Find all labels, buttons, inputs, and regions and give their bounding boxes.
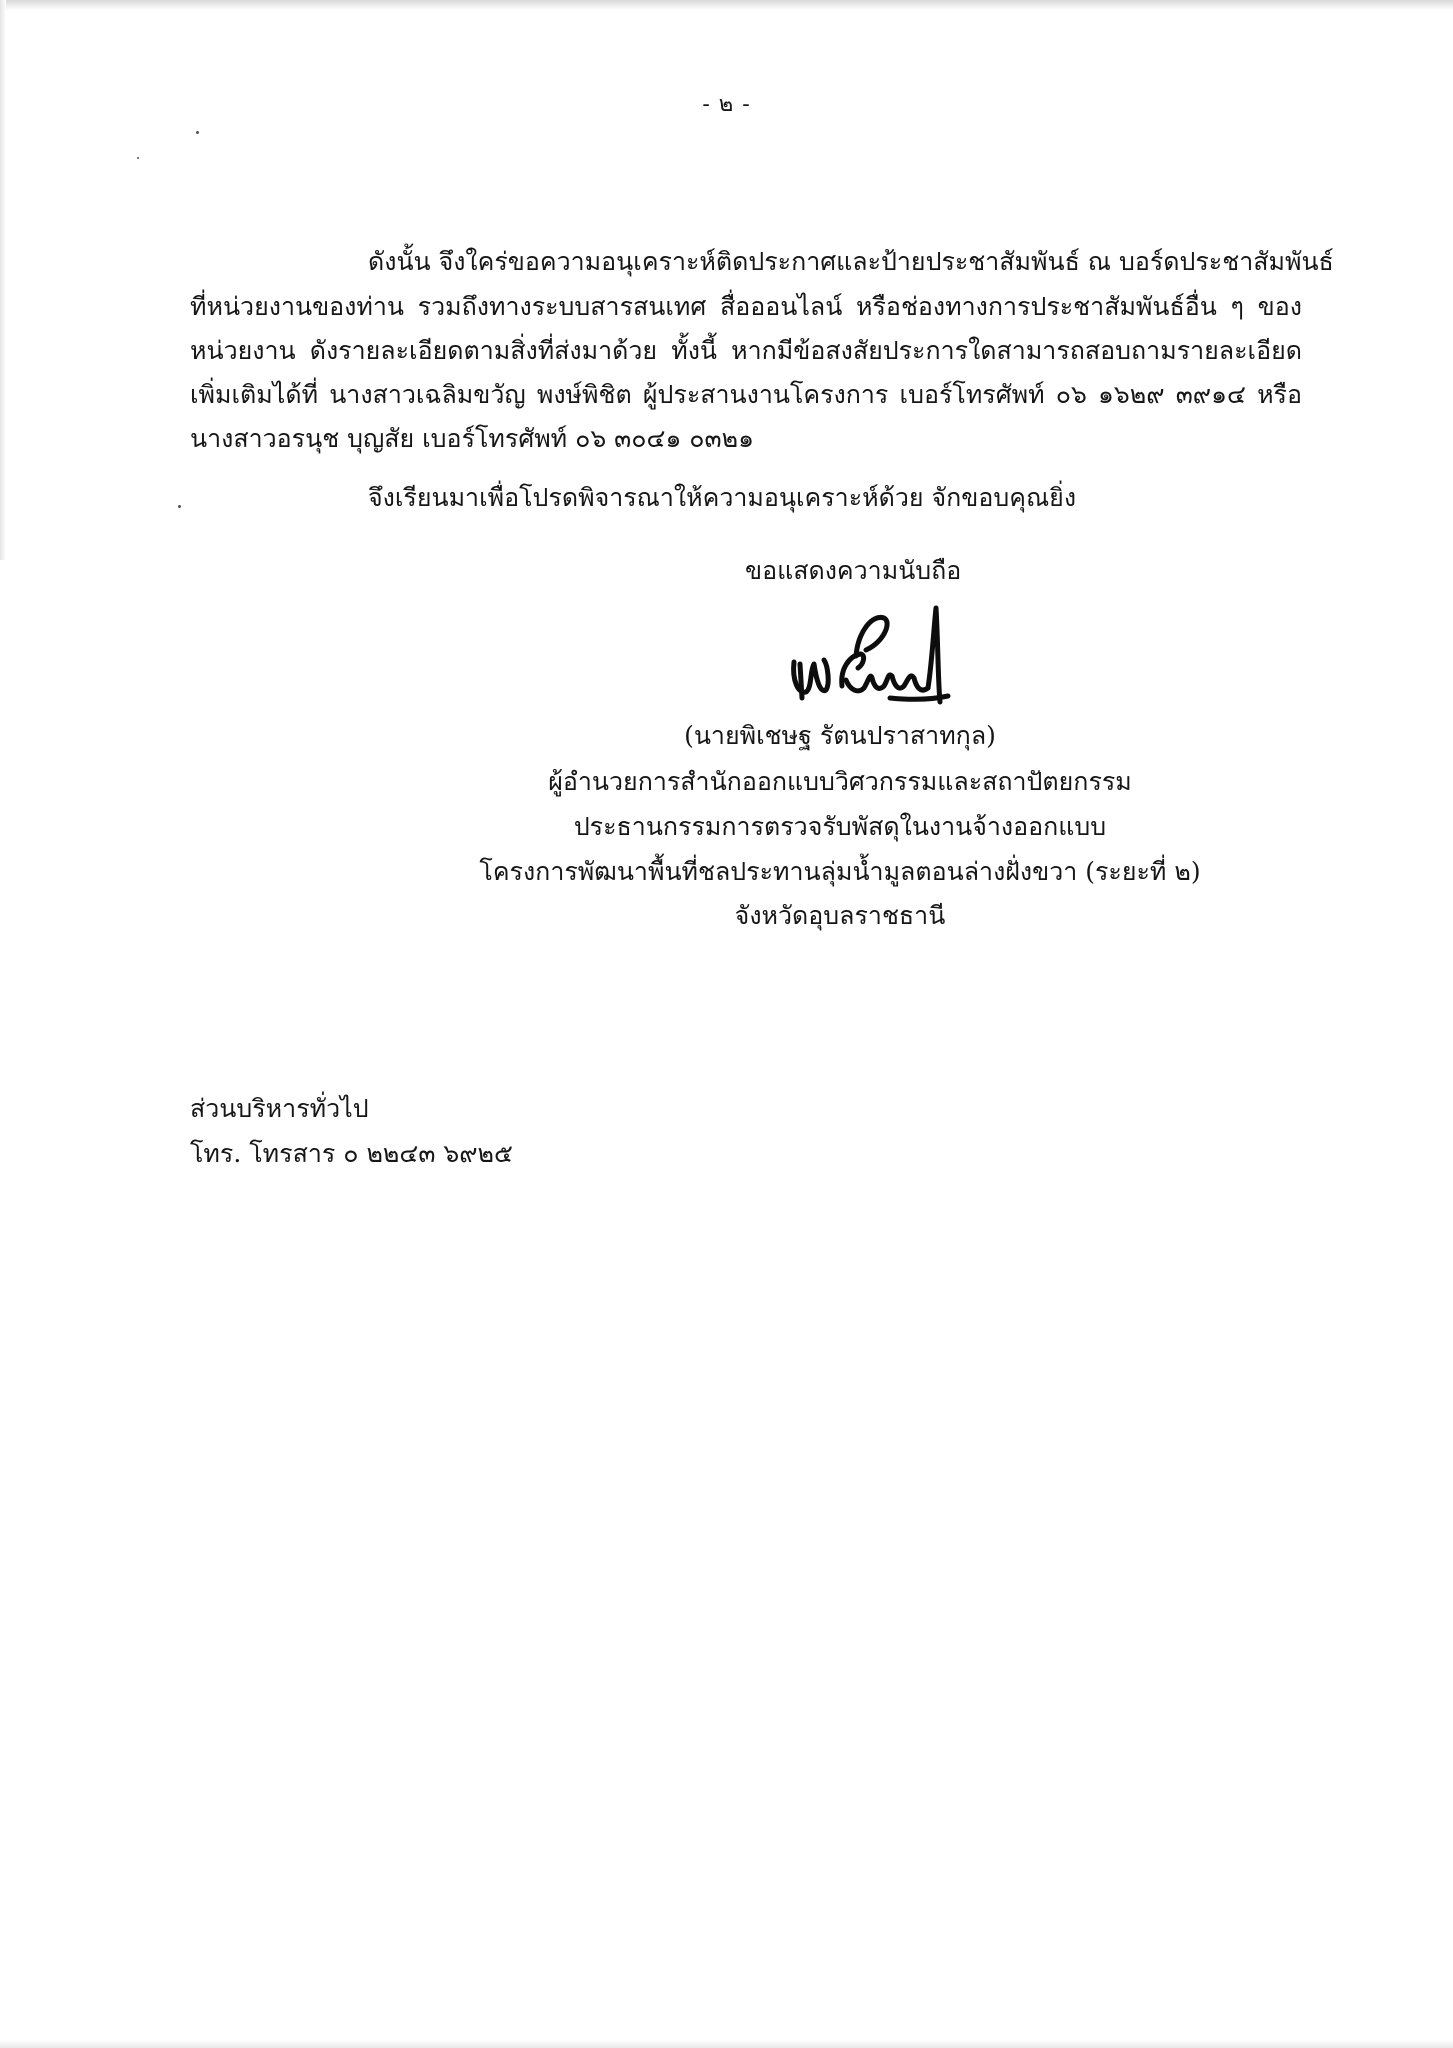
scan-speck (137, 157, 139, 159)
scan-edge-left (0, 0, 6, 560)
signatory-position: ผู้อำนวยการสำนักออกแบบวิศวกรรมและสถาปัตยกรรม (548, 767, 1132, 796)
paragraph-line: ที่หน่วยงานของท่าน รวมถึงทางระบบสารสนเทศ สื่อออนไลน์ หรือช่องทางการประชาสัมพันธ์อื่น ๆ ของ (190, 292, 1302, 321)
scan-speck (196, 131, 199, 134)
signatory-name: (นายพิเชษฐ รัตนปราสาทกุล) (684, 721, 996, 750)
footer-department: ส่วนบริหารทั่วไป (190, 1094, 369, 1123)
closing-request: จึงเรียนมาเพื่อโปรดพิจารณาให้ความอนุเคราะห์ด้วย จักขอบคุณยิ่ง (368, 483, 1077, 512)
paragraph-line: ดังนั้น จึงใคร่ขอความอนุเคราะห์ติดประกาศและป้ายประชาสัมพันธ์ ณ บอร์ดประชาสัมพันธ์ (368, 247, 1334, 276)
page-number: - ๒ - (702, 92, 751, 117)
scan-speck (178, 505, 181, 508)
paragraph-line: นางสาวอรนุช บุญสัย เบอร์โทรศัพท์ ๐๖ ๓๐๔๑ ๐๓๒๑ (190, 424, 754, 453)
paragraph-line: หน่วยงาน ดังรายละเอียดตามสิ่งที่ส่งมาด้วย ทั้งนี้ หากมีข้อสงสัยประการใดสามารถสอบถามรายละเอียด (190, 336, 1302, 365)
scan-edge-bottom (0, 2040, 1453, 2048)
complimentary-close: ขอแสดงความนับถือ (745, 556, 962, 585)
paragraph-line: เพิ่มเติมได้ที่ นางสาวเฉลิมขวัญ พงษ์พิชิต ผู้ประสานงานโครงการ เบอร์โทรศัพท์ ๐๖ ๑๖๒๙ ๓๙๑๔ หรือ (190, 380, 1302, 409)
footer-contact: โทร. โทรสาร ๐ ๒๒๔๓ ๖๙๒๕ (190, 1139, 513, 1168)
signatory-position: ประธานกรรมการตรวจรับพัสดุในงานจ้างออกแบบ (573, 812, 1107, 841)
signatory-position: จังหวัดอุบลราชธานี (734, 901, 946, 930)
signatory-position: โครงการพัฒนาพื้นที่ชลประทานลุ่มน้ำมูลตอนล่างฝั่งขวา (ระยะที่ ๒) (479, 857, 1201, 886)
handwritten-signature (780, 602, 960, 722)
scan-edge-top (0, 0, 1453, 10)
